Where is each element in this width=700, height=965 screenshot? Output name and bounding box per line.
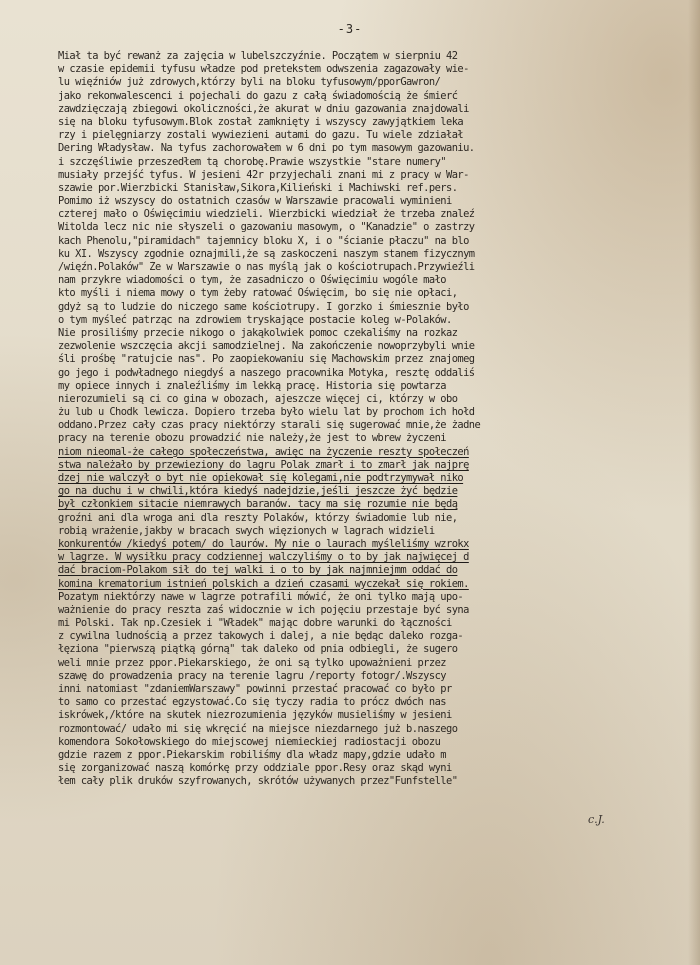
text-line: ważnienie do pracy reszta zaś widocznie w ich pojęciu przestaje być syna	[58, 603, 469, 616]
text-line: Pozatym niektórzy nawe w lagrze potrafili mówić, że oni tylko mają upo-	[58, 590, 464, 603]
text-line: Witolda lecz nic nie słyszeli o gazowaniu masowym, o "Kanadzie" o zastrzy	[58, 221, 475, 234]
text-line: łem cały plik druków szyfrowanych, skrótów używanych przez"Funfstelle"	[58, 775, 458, 788]
text-line: żu lub u Chodk lewicza. Dopiero trzeba było wielu lat by prochom ich hołd	[58, 406, 475, 419]
text-line: czterej mało o Oświęcimiu wiedzieli. Wierzbicki wiedział że trzeba znaleź	[58, 208, 475, 221]
text-line: robią wrażenie,jakby w bracach swych więzionych w lagrach widzieli	[58, 524, 435, 537]
text-line: zawdzięczają zbiegowi okoliczności,że akurat w dniu gazowania znajdowali	[58, 102, 469, 115]
text-line: oddano.Przez cały czas pracy niektórzy starali się sugerować mnie,że żadne	[58, 419, 481, 432]
text-line: pracy na terenie obozu prowadzić nie należy,że jest to wbrew życzeni	[58, 432, 446, 445]
text-line: /więźn.Polaków" Że w Warszawie o nas myślą jak o kościotrupach.Przywieźli	[58, 261, 475, 273]
text-line: stwa należało by przewieziony do lagru Polak zmarł i to zmarł jak najprę	[58, 458, 469, 471]
text-line: Nie prosiliśmy przecie nikogo o jakąkolwiek pomoc czekaliśmy na rozkaz	[58, 326, 458, 339]
text-line: z cywilna ludnością a przez takowych i dalej, a nie będąc daleko rozga-	[58, 630, 464, 643]
text-line: niom nieomal-że całego społeczeństwa, awięc na życzenie reszty społeczeń	[58, 445, 469, 458]
text-line: rozmontować/ udało mi się wkręcić na miejsce niezdarnego już b.naszego	[58, 722, 458, 735]
text-line: mi Polski. Tak np.Czesiek i "Władek" mając dobre warunki do łączności	[58, 617, 452, 630]
text-line: Miał ta być rewanż za zajęcia w lubelszczyźnie. Początem w sierpniu 42	[58, 50, 458, 62]
text-line: weli mnie przez ppor.Piekarskiego, że oni są tylko upoważnieni przez	[58, 656, 446, 669]
text-line: o tym myśleć patrząc na zdrowiem tryskające postacie koleg w-Polaków.	[58, 313, 452, 326]
text-line: go jego i podwładnego niegdyś a naszego pracownika Motyka, resztę oddaliś	[58, 366, 475, 379]
text-line: lu więźniów już zdrowych,którzy byli na bloku tyfusowym/pporGawron/	[58, 76, 441, 89]
text-line: się zorganizować naszą komórkę przy oddziale ppor.Resy oraz skąd wyni	[58, 762, 452, 775]
page-number: -3-	[337, 22, 363, 36]
text-line: kto myśli i niema mowy o tym żeby ratować Oświęcim, bo się nie opłaci,	[58, 287, 458, 300]
text-line: szawie por.Wierzbicki Stanisław,Sikora,Kilieński i Machiwski ref.pers.	[58, 181, 458, 194]
text-line: i szczęśliwie przeszedłem tą chorobę.Prawie wszystkie "stare numery"	[58, 155, 446, 168]
text-line: to samo co przestać egzystować.Co się tyczy radia to prócz dwóch nas	[58, 696, 446, 709]
text-line: dać braciom-Polakom sił do tej walki i o to by jak najmniejmm oddać do	[58, 564, 458, 577]
text-line: był członkiem sitacie niemrawych baranów. tacy ma się rozumie nie będą	[58, 498, 458, 511]
text-line: inni natomiast "zdaniemWarszawy" powinni przestać pracować co było pr	[58, 683, 452, 695]
text-line: dzej nie walczył o byt nie opiekował się kolegami,nie podtrzymywał niko	[58, 472, 464, 484]
text-line: śli prośbę "ratujcie nas". Po zaopiekowaniu się Machowskim przez znajomeg	[58, 353, 475, 366]
text-line: go na duchu i w chwili,która kiedyś nadejdzie,jeśli jeszcze żyć będzie	[58, 485, 458, 498]
text-line: nam przykre wiadomości o tym, że zasadniczo o Oświęcimiu wogóle mało	[58, 274, 446, 287]
text-line: nierozumieli są ci co gina w obozach, ajeszcze więcej ci, którzy w obo	[58, 392, 458, 405]
text-line: komendora Sokołowskiego do miejscowej niemieckiej radiostacji obozu	[58, 735, 441, 748]
text-line: rzy i pielęgniarzy zostali wywiezieni autami do gazu. Tu wiele zdziałał	[58, 129, 464, 142]
text-line: w lagrze. W wysiłku pracy codziennej walczyliśmy o to by jak najwięcej d	[58, 551, 469, 564]
text-line: łęziona "pierwszą piątką górną" tak daleko od pnia odbiegli, że sugero	[58, 643, 458, 656]
text-line: Dering Władysław. Na tyfus zachorowałem w 6 dni po tym masowym gazowaniu.	[58, 142, 475, 155]
text-line: się na bloku tyfusowym.Blok został zamknięty i wszyscy zawyjątkiem leka	[58, 115, 464, 128]
text-line: gdzie razem z ppor.Piekarskim robiliśmy dla władz mapy,gdzie udało m	[58, 748, 446, 761]
text-line: groźni ani dla wroga ani dla reszty Polaków, którzy świadomie lub nie,	[58, 511, 458, 524]
text-line: zezwolenie wszczęcia akcji samodzielnej. Na zakończenie nowoprzybyli wnie	[58, 340, 475, 353]
text-line: kach Phenolu,"piramidach" tajemnicy bloku X, i o "ścianie płaczu" na blo	[58, 234, 469, 247]
text-line: w czasie epidemii tyfusu władze pod pretekstem odwszenia zagazowały wie-	[58, 63, 469, 76]
text-line: gdyż są to ludzie do niczego same kościotrupy. I gorzko i śmiesznie było	[58, 300, 469, 313]
text-line: Pomimo iż wszyscy do ostatnich czasów w Warszawie pracowali wyminieni	[58, 195, 452, 208]
handwritten-initials: c.J.	[588, 813, 605, 826]
text-line: my opiece innych i znaleźliśmy im lekką pracę. Historia się powtarza	[58, 379, 446, 392]
text-line: iskrówek,/które na skutek niezrozumienia języków musieliśmy w jesieni	[58, 709, 452, 722]
text-line: ku XI. Wszyscy zgodnie oznajmili,że są zaskoczeni naszym stanem fizycznym	[58, 247, 475, 260]
typewritten-body	[58, 50, 672, 789]
text-line: komina krematorium istnień polskich a dzień czasami wyczekał się rokiem.	[58, 577, 469, 590]
text-line: musiały przejść tyfus. W jesieni 42r przyjechali znani mi z pracy w War-	[58, 168, 469, 181]
paper-stain	[688, 0, 700, 965]
text-line: jako rekonwalescenci i pojechali do gazu z całą świadomością że śmierć	[58, 89, 458, 102]
text-line: szawę do prowadzenia pracy na terenie lagru /reporty fotogr/.Wszyscy	[58, 669, 446, 682]
text-line: konkurentów /kiedyś potem/ do laurów. My nie o laurach myśleliśmy wzrokx	[58, 537, 469, 550]
